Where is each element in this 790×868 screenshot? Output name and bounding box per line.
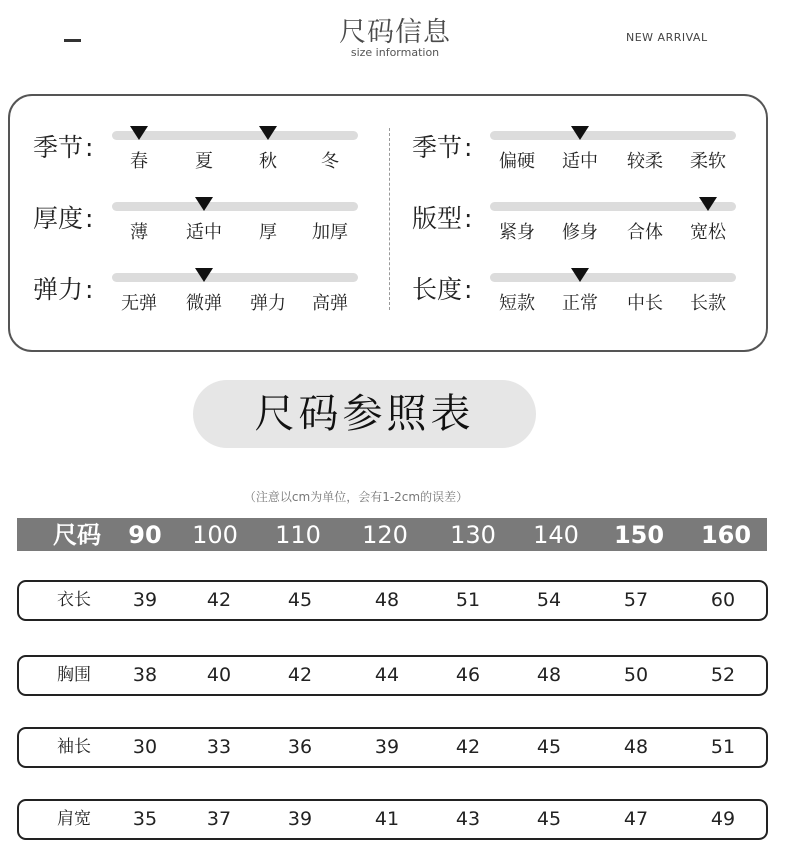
table-cell: 48 — [536, 664, 562, 686]
row-label: 衣长 — [57, 590, 91, 610]
table-cell: 30 — [132, 736, 158, 758]
table-row — [17, 727, 768, 768]
page-title: 尺码信息 — [339, 17, 451, 48]
table-cell: 35 — [132, 808, 158, 830]
attr-label-length: 长度: — [412, 275, 473, 304]
size-header-cell: 140 — [533, 521, 579, 549]
selection-marker-icon — [195, 268, 213, 282]
attr-option: 冬 — [321, 151, 339, 172]
attr-option: 较柔 — [627, 151, 663, 172]
table-cell: 60 — [710, 589, 736, 611]
selection-marker-icon — [259, 126, 277, 140]
row-label: 胸围 — [57, 665, 91, 685]
attr-option: 偏硬 — [499, 151, 535, 172]
table-cell: 45 — [287, 589, 313, 611]
table-cell: 39 — [132, 589, 158, 611]
table-row — [17, 655, 768, 696]
row-label: 肩宽 — [57, 809, 91, 829]
table-cell: 39 — [374, 736, 400, 758]
table-cell: 44 — [374, 664, 400, 686]
table-cell: 36 — [287, 736, 313, 758]
size-header-cell: 160 — [700, 521, 752, 549]
size-header-cell: 150 — [613, 521, 665, 549]
attr-option: 中长 — [627, 293, 663, 314]
table-cell: 43 — [455, 808, 481, 830]
table-cell: 40 — [206, 664, 232, 686]
table-cell: 41 — [374, 808, 400, 830]
size-header-cell: 100 — [192, 521, 238, 549]
attr-option: 弹力 — [250, 293, 286, 314]
selection-marker-icon — [571, 126, 589, 140]
attr-option: 正常 — [562, 293, 598, 314]
attr-option: 无弹 — [121, 293, 157, 314]
new-arrival-label: NEW ARRIVAL — [626, 31, 708, 44]
attr-option: 短款 — [499, 293, 535, 314]
table-cell: 37 — [206, 808, 232, 830]
selection-marker-icon — [195, 197, 213, 211]
attr-option: 长款 — [690, 293, 726, 314]
attr-option: 秋 — [259, 151, 277, 172]
attr-option: 适中 — [562, 151, 598, 172]
attr-scale-elasticity — [112, 273, 358, 282]
table-cell: 57 — [623, 589, 649, 611]
attr-scale-thickness — [112, 202, 358, 211]
attr-option: 高弹 — [312, 293, 348, 314]
table-cell: 42 — [206, 589, 232, 611]
table-row — [17, 580, 768, 621]
attr-label-season: 季节: — [33, 133, 94, 162]
attr-option: 修身 — [562, 222, 598, 243]
attr-scale-season — [112, 131, 358, 140]
table-cell: 42 — [287, 664, 313, 686]
attr-label-fit: 版型: — [412, 204, 473, 233]
table-row — [17, 799, 768, 840]
attr-option: 厚 — [259, 222, 277, 243]
table-cell: 46 — [455, 664, 481, 686]
size-header-cell: 130 — [450, 521, 496, 549]
attr-scale-softness — [490, 131, 736, 140]
attr-option: 适中 — [186, 222, 222, 243]
table-cell: 51 — [710, 736, 736, 758]
attr-option: 薄 — [130, 222, 148, 243]
table-cell: 39 — [287, 808, 313, 830]
attr-label-thickness: 厚度: — [33, 204, 94, 233]
attr-option: 合体 — [627, 222, 663, 243]
attr-option: 紧身 — [499, 222, 535, 243]
table-cell: 49 — [710, 808, 736, 830]
table-cell: 50 — [623, 664, 649, 686]
selection-marker-icon — [699, 197, 717, 211]
attr-option: 宽松 — [690, 222, 726, 243]
attr-scale-length — [490, 273, 736, 282]
size-header-row — [17, 518, 767, 551]
table-cell: 47 — [623, 808, 649, 830]
size-header-cell: 120 — [362, 521, 408, 549]
table-cell: 45 — [536, 808, 562, 830]
table-cell: 48 — [623, 736, 649, 758]
attr-label-elasticity: 弹力: — [33, 275, 94, 304]
table-cell: 48 — [374, 589, 400, 611]
attr-option: 春 — [130, 151, 148, 172]
page-subtitle: size information — [350, 46, 440, 59]
attr-option: 柔软 — [690, 151, 726, 172]
table-cell: 52 — [710, 664, 736, 686]
attribute-divider — [389, 128, 390, 310]
size-chart-note: （注意以cm为单位，会有1-2cm的误差） — [243, 490, 469, 504]
attr-option: 夏 — [195, 151, 213, 172]
row-label: 袖长 — [57, 737, 91, 757]
selection-marker-icon — [130, 126, 148, 140]
attr-label-softness: 季节: — [412, 133, 473, 162]
selection-marker-icon — [571, 268, 589, 282]
size-header-cell: 90 — [128, 521, 162, 549]
size-header-label: 尺码 — [53, 521, 101, 549]
table-cell: 42 — [455, 736, 481, 758]
attr-option: 加厚 — [312, 222, 348, 243]
table-cell: 54 — [536, 589, 562, 611]
table-cell: 38 — [132, 664, 158, 686]
table-cell: 33 — [206, 736, 232, 758]
table-cell: 51 — [455, 589, 481, 611]
size-chart-title: 尺码参照表 — [254, 391, 475, 437]
size-header-cell: 110 — [275, 521, 321, 549]
table-cell: 45 — [536, 736, 562, 758]
attr-option: 微弹 — [186, 293, 222, 314]
